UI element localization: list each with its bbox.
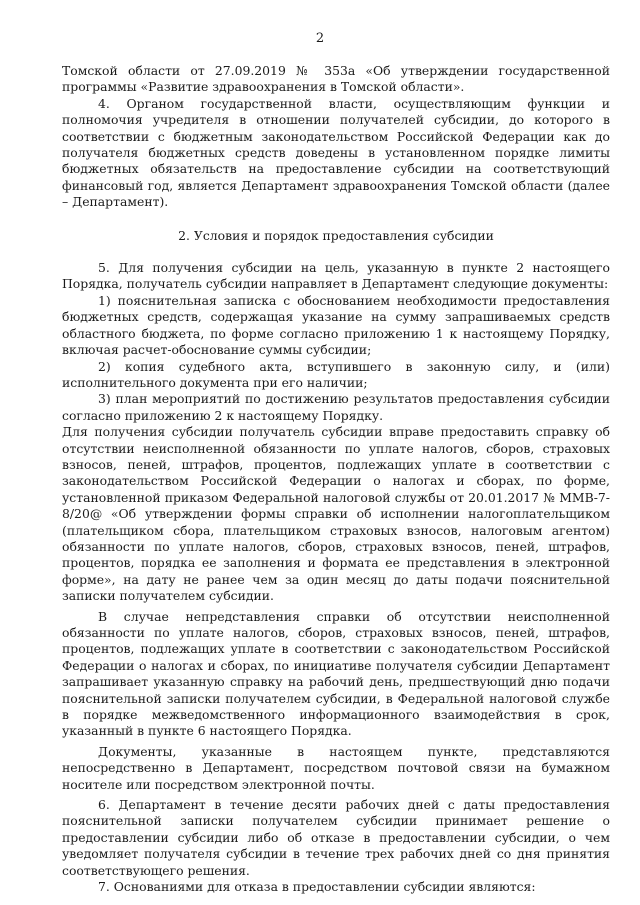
paragraph-documents-delivery: Документы, указанные в настоящем пункте, представляются непосредственно в Департамент, посредством почтовой связи на бумажном носителе или посредством электронной почты. bbox=[62, 743, 610, 792]
paragraph-program-reference: Томской области от 27.09.2019 № 353а «Об утверждении государственной программы «Развитие здравоохранения в Томской области». bbox=[62, 63, 610, 95]
list-item-3: 3) план мероприятий по достижению результатов предоставления субсидии согласно приложению 2 к настоящему Порядку. bbox=[62, 391, 610, 423]
paragraph-clause-7: 7. Основаниями для отказа в предоставлении субсидии являются: bbox=[98, 879, 536, 895]
paragraph-tax-certificate: Для получения субсидии получатель субсидии вправе предоставить справку об отсутствии неисполненной обязанности по уплате налогов, сборов, страховых взносов, пеней, штрафов, процентов, подлежащих уплате в соответствии с законодательством Российской Федерации о налогах и сборах, по форме, установленной приказом Федеральной налоговой службы от 20.01.2017 № ММВ-7-8/20@ «Об утверждении формы справки об исполнении налогоплательщиком (плательщиком сбора, плательщиком страховых взносов, налоговым агентом) обязанности по уплате налогов, сборов, страховых взносов, пеней, штрафов, процентов, порядка ее заполнения и формата ее представления в электронной форме», на дату не ранее чем за один месяц до даты подачи пояснительной записки получателем субсидии. bbox=[62, 424, 610, 604]
page-number: 2 bbox=[315, 31, 325, 46]
paragraph-clause-5: 5. Для получения субсидии на цель, указанную в пункте 2 настоящего Порядка, получатель субсидии направляет в Департамент следующие документы: bbox=[62, 260, 610, 292]
paragraph-non-submission: В случае непредставления справки об отсутствии неисполненной обязанности по уплате налогов, сборов, страховых взносов, пеней, штрафов, процентов, подлежащих уплате в соответствии с законодательством Российской Федерации о налогах и сборах, по инициативе получателя субсидии Департамент запрашивает указанную справку на рабочий день, предшествующий дню подачи пояснительной записки получателем субсидии, в Федеральной налоговой службе в порядке межведомственного информационного взаимодействия в срок, указанный в пункте 6 настоящего Порядка. bbox=[62, 608, 610, 739]
list-item-1: 1) пояснительная записка с обоснованием необходимости предоставления бюджетных средств, содержащая указание на сумму запрашиваемых средств областного бюджета, по форме согласно приложению 1 к настоящему Порядку, включая расчет-обоснование суммы субсидии; bbox=[62, 292, 610, 358]
document-body bbox=[62, 63, 610, 896]
paragraph-clause-4: 4. Органом государственной власти, осуществляющим функции и полномочия учредителя в отношении получателей субсидии, до которого в соответствии с бюджетным законодательством Российской Федерации как до получателя бюджетных средств доведены в установленном порядке лимиты бюджетных обязательств на предоставление субсидии на соответствующий финансовый год, является Департамент здравоохранения Томской области (далее – Департамент). bbox=[62, 95, 610, 210]
section-heading: 2. Условия и порядок предоставления субсидии bbox=[178, 227, 494, 243]
paragraph-clause-6: 6. Департамент в течение десяти рабочих дней с даты предоставления пояснительной записки получателем субсидии принимает решение о предоставлении субсидии либо об отказе в предоставлении субсидии, о чем уведомляет получателя субсидии в течение трех рабочих дней со дня принятия соответствующего решения. bbox=[62, 797, 610, 878]
list-item-2: 2) копия судебного акта, вступившего в законную силу, и (или) исполнительного документа при его наличии; bbox=[62, 358, 610, 390]
